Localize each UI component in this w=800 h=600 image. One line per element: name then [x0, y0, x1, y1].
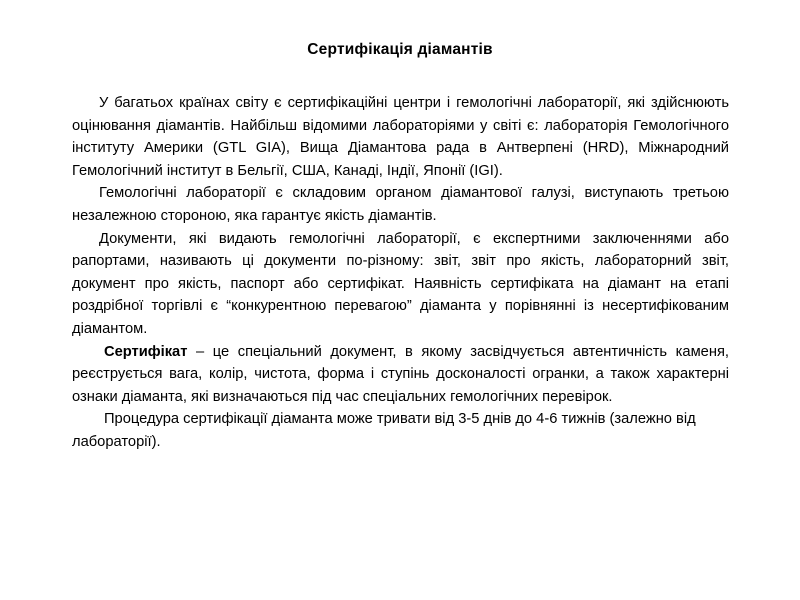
paragraph-certificate-definition-text: – це спеціальний документ, в якому засвідчується автентичність каменя, реєструється вага, колір, чистота, форма і ступінь досконалості огранки, а також характерні ознаки діаманта, які визначаються під час спеціальних гемологічних перевірок. [72, 343, 729, 405]
paragraph-labs-role-text: Гемологічні лабораторії є складовим органом діамантової галузі, виступають третьою незалежною стороною, яка гарантує якість діамантів. [72, 185, 729, 224]
paragraph-procedure-duration-text: Процедура сертифікації діаманта може тривати від 3-5 днів до 4-6 тижнів (залежно від лабораторії). [72, 411, 696, 450]
page-title: Сертифікація діамантів [307, 41, 493, 58]
paragraph-certificate-definition [72, 341, 729, 409]
paragraph-documents-text: Документи, які видають гемологічні лабораторії, є експертними заключеннями або рапортами, називають ці документи по-різному: звіт, звіт про якість, лабораторний звіт, документ про якість, паспорт або сертифікат. Наявність сертифіката на діамант на етапі роздрібної торгівлі є “конкурентною перевагою” діаманта у порівнянні із несертифікованим діамантом. [72, 230, 729, 337]
paragraph-intro-text: У багатьох країнах світу є сертифікаційні центри і гемологічні лабораторії, які здійснюють оцінювання діамантів. Найбільш відомими лабораторіями у світі є: лабораторія Гемологічного інституту Америки (GTL GIA), Вища Діамантова рада в Антверпені (HRD), Міжнародний Гемологічний інститут в Бельгії, США, Канаді, Індії, Японії (IGI). [72, 95, 729, 179]
certificate-term-bold: Сертифікат [104, 343, 188, 360]
paragraph-procedure-duration [72, 408, 729, 453]
paragraph-documents [72, 228, 729, 341]
slide-body [72, 92, 729, 454]
paragraph-intro [72, 92, 729, 182]
paragraph-labs-role [72, 182, 729, 227]
